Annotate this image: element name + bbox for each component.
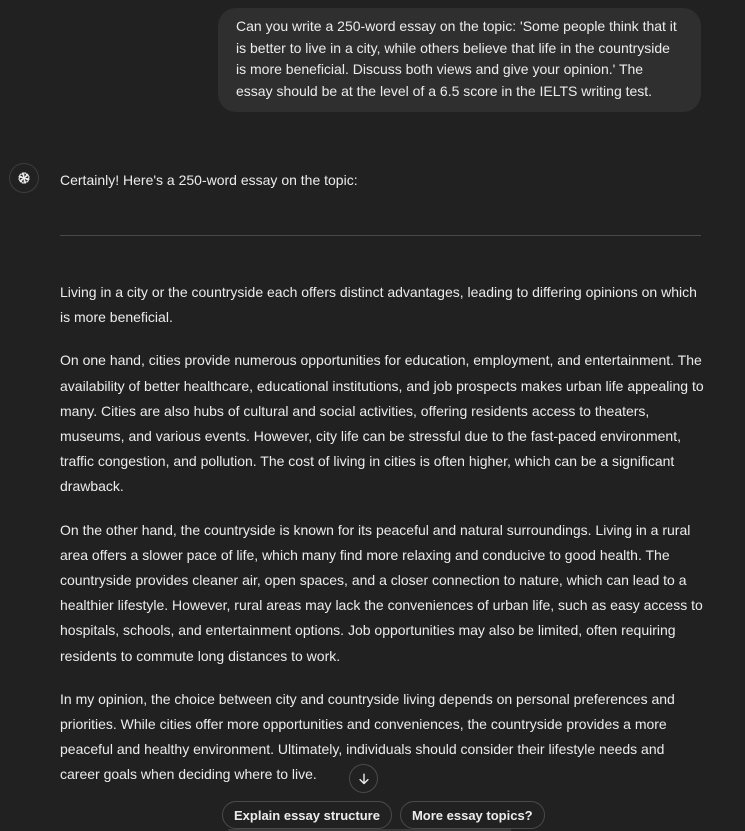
suggestion-explain-essay-structure[interactable]: Explain essay structure bbox=[222, 801, 392, 829]
assistant-essay bbox=[60, 280, 705, 806]
assistant-intro: Certainly! Here's a 250-word essay on the topic: bbox=[60, 172, 358, 188]
assistant-avatar bbox=[9, 163, 39, 193]
openai-logo-icon bbox=[15, 169, 33, 187]
essay-paragraph-countryside: On the other hand, the countryside is known for its peaceful and natural surroundings. Living in a rural area offers a slower pace of life, which many find more relaxing and conducive to good health. The countryside provides cleaner air, open spaces, and a closer connection to nature, which can lead to a healthier lifestyle. However, rural areas may lack the conveniences of urban life, such as easy access to hospitals, schools, and entertainment options. Job opportunities may also be limited, often requiring residents to commute long distances to work. bbox=[60, 521, 703, 664]
essay-paragraph-opinion: In my opinion, the choice between city and countryside living depends on personal preferences and priorities. While cities offer more opportunities and conveniences, the countryside provides a more peaceful and healthy environment. Ultimately, individuals should consider their lifestyle needs and career goals when deciding where to live. bbox=[60, 690, 675, 783]
essay-paragraph-cities: On one hand, cities provide numerous opportunities for education, employment, and entertainment. The availability of better healthcare, educational institutions, and job prospects makes urban life appealing to many. Cities are also hubs of cultural and social activities, offering residents access to theaters, museums, and various events. However, city life can be stressful due to the fast-paced environment, traffic congestion, and pollution. The cost of living in cities is often higher, which can be a significant drawback. bbox=[60, 352, 704, 495]
essay-paragraph-intro: Living in a city or the countryside each offers distinct advantages, leading to differing opinions on which is more beneficial. bbox=[60, 284, 697, 326]
user-message-bubble: Can you write a 250-word essay on the topic: 'Some people think that it is better to live in a city, while others believe that life in the countryside is more beneficial. Discuss both views and give your opinion.' The essay should be at the level of a 6.5 score in the IELTS writing test. bbox=[218, 8, 701, 112]
horizontal-divider bbox=[60, 235, 701, 236]
suggestion-more-essay-topics[interactable]: More essay topics? bbox=[400, 801, 545, 829]
scroll-to-bottom-button[interactable] bbox=[349, 764, 378, 793]
arrow-down-icon bbox=[357, 772, 371, 786]
suggestion-chips bbox=[222, 801, 545, 829]
